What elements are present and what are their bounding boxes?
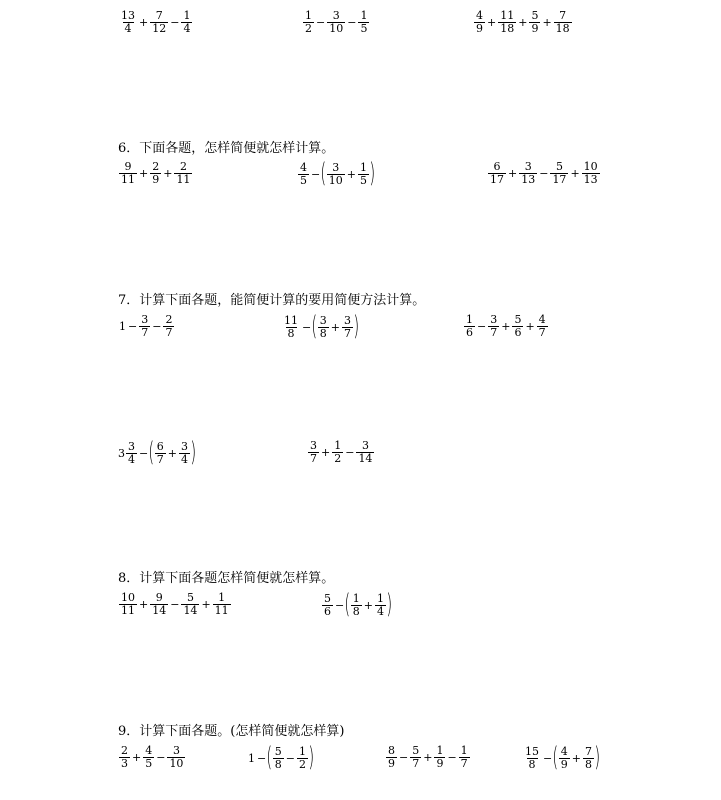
fraction (327, 10, 345, 34)
fraction (342, 315, 353, 339)
numerator: 1 (376, 592, 384, 606)
left-paren: ( (266, 742, 273, 773)
denominator: 2 (305, 21, 312, 35)
fraction (126, 441, 137, 465)
numerator: 8 (388, 744, 395, 757)
numerator: 11 (500, 9, 515, 22)
numerator: 7 (559, 9, 567, 22)
denominator: 5 (360, 21, 368, 35)
fraction (150, 10, 168, 34)
operator: − (285, 752, 295, 765)
operator: − (170, 597, 180, 611)
fraction (351, 593, 362, 617)
fraction (332, 440, 343, 464)
fraction (282, 315, 300, 339)
fraction (119, 745, 130, 769)
left-paren: ( (344, 589, 351, 620)
denominator: 9 (531, 21, 539, 35)
numerator: 9 (155, 591, 163, 604)
denominator: 7 (412, 756, 420, 770)
numerator: 2 (165, 313, 173, 326)
denominator: 6 (466, 325, 473, 339)
numerator: 15 (525, 745, 539, 759)
left-paren: ( (148, 437, 155, 468)
fraction (273, 746, 284, 770)
denominator: 17 (490, 172, 504, 186)
numerator: 3 (332, 9, 340, 22)
numerator: 10 (583, 160, 598, 173)
operator: − (477, 319, 487, 333)
fraction (554, 10, 572, 34)
expression-q7a (118, 314, 175, 338)
fraction (119, 592, 137, 616)
operator: − (311, 168, 321, 181)
fraction (488, 314, 499, 338)
denominator: 7 (310, 451, 317, 465)
fraction (167, 745, 185, 769)
operator: − (152, 319, 162, 333)
operator: − (347, 15, 357, 29)
operator: + (363, 599, 373, 612)
operator: − (139, 447, 149, 460)
numerator: 1 (183, 9, 191, 22)
operator: − (156, 750, 166, 764)
numerator: 9 (124, 160, 132, 173)
denominator: 5 (145, 756, 153, 770)
denominator: 7 (460, 756, 468, 770)
denominator: 6 (514, 325, 522, 339)
fraction (327, 162, 345, 186)
numerator: 7 (584, 745, 592, 759)
operator: + (570, 166, 580, 180)
operator: − (170, 15, 180, 29)
numerator: 1 (360, 9, 368, 22)
expression-q7e (307, 440, 375, 464)
fraction (139, 314, 150, 338)
numerator: 1 (359, 161, 367, 175)
operator: + (139, 15, 149, 29)
numerator: 5 (186, 591, 194, 604)
numerator: 6 (156, 440, 164, 454)
numerator: 5 (324, 592, 331, 606)
numerator: 10 (121, 591, 135, 604)
fraction (163, 314, 174, 338)
denominator: 11 (121, 603, 135, 617)
fraction (308, 440, 319, 464)
question-8-title: 8．计算下面各题怎样简便就怎样算。 (118, 571, 335, 586)
denominator: 13 (583, 172, 598, 186)
whole-number: 3 (118, 447, 125, 460)
numerator: 3 (128, 440, 135, 454)
fraction (174, 161, 192, 185)
denominator: 4 (183, 21, 191, 35)
fraction (358, 162, 369, 186)
denominator: 2 (334, 451, 342, 465)
fraction (498, 10, 516, 34)
numerator: 7 (155, 9, 163, 22)
denominator: 9 (476, 21, 483, 35)
expression-t1 (118, 10, 193, 34)
right-paren: ) (594, 742, 601, 773)
numerator: 1 (460, 744, 468, 757)
operator: − (399, 750, 409, 764)
operator: 1 (119, 319, 126, 333)
denominator: 9 (388, 756, 395, 770)
numerator: 1 (334, 439, 342, 452)
operator: − (345, 445, 355, 459)
denominator: 10 (329, 21, 344, 35)
fraction (550, 161, 568, 185)
fraction (519, 161, 537, 185)
denominator: 18 (555, 21, 570, 35)
fraction (119, 10, 137, 34)
operator: + (542, 15, 552, 29)
denominator: 8 (274, 758, 282, 771)
denominator: 7 (141, 325, 149, 339)
numerator: 1 (305, 9, 312, 22)
operator: − (302, 321, 312, 334)
denominator: 14 (183, 603, 198, 617)
fraction (297, 746, 308, 770)
fraction (512, 314, 523, 338)
numerator: 5 (412, 744, 420, 757)
fraction (356, 440, 374, 464)
fraction (303, 10, 314, 34)
numerator: 2 (179, 160, 187, 173)
fraction (583, 746, 594, 770)
operator: + (330, 321, 340, 334)
numerator: 4 (300, 161, 307, 175)
numerator: 5 (514, 313, 522, 326)
question-9-title: 9．计算下面各题。(怎样简便就怎样算) (118, 724, 345, 739)
denominator: 6 (324, 605, 331, 618)
question-6-title: 6．下面各题，怎样简便就怎样计算。 (118, 141, 335, 156)
numerator: 3 (310, 439, 317, 452)
right-paren: ) (386, 589, 393, 620)
denominator: 8 (584, 758, 592, 771)
expression-q9c (385, 745, 471, 769)
operator: + (139, 597, 149, 611)
denominator: 3 (121, 756, 128, 770)
denominator: 17 (552, 172, 567, 186)
fraction (179, 441, 190, 465)
operator: − (543, 752, 553, 765)
expression-q7b (281, 311, 360, 342)
denominator: 7 (156, 453, 164, 466)
numerator: 5 (274, 745, 282, 759)
fraction (474, 10, 485, 34)
expression-t2 (302, 10, 370, 34)
left-paren: ( (320, 158, 327, 189)
numerator: 3 (319, 314, 327, 328)
denominator: 4 (128, 453, 135, 466)
denominator: 7 (343, 327, 351, 340)
expression-q9b (247, 742, 315, 773)
operator: + (571, 752, 581, 765)
denominator: 9 (152, 172, 160, 186)
denominator: 9 (436, 756, 444, 770)
denominator: 7 (538, 325, 546, 339)
numerator: 1 (218, 591, 226, 604)
right-paren: ) (308, 742, 315, 773)
operator: − (257, 752, 267, 765)
numerator: 2 (121, 744, 128, 757)
operator: + (508, 166, 518, 180)
expression-q6b (297, 158, 376, 189)
expression-q8a (118, 592, 232, 616)
denominator: 10 (328, 174, 343, 187)
expression-t3 (473, 10, 573, 34)
fraction (459, 745, 470, 769)
denominator: 8 (352, 605, 360, 618)
numerator: 1 (466, 313, 473, 326)
right-paren: ) (369, 158, 376, 189)
denominator: 14 (152, 603, 167, 617)
fraction (155, 441, 166, 465)
operator: − (128, 319, 138, 333)
right-paren: ) (190, 437, 197, 468)
denominator: 8 (319, 327, 327, 340)
numerator: 5 (555, 160, 563, 173)
fraction (434, 745, 445, 769)
operator: − (447, 750, 457, 764)
denominator: 18 (500, 21, 515, 35)
denominator: 11 (176, 172, 191, 186)
expression-q9d (522, 742, 601, 773)
fraction (529, 10, 540, 34)
numerator: 1 (436, 744, 444, 757)
fraction (537, 314, 548, 338)
left-paren: ( (552, 742, 559, 773)
operator: − (316, 15, 326, 29)
fraction (559, 746, 570, 770)
fraction (150, 592, 168, 616)
operator: + (163, 166, 173, 180)
operator: + (518, 15, 528, 29)
numerator: 3 (180, 440, 188, 454)
fraction (318, 315, 329, 339)
denominator: 5 (359, 174, 367, 187)
right-paren: ) (353, 311, 360, 342)
operator: + (501, 319, 511, 333)
denominator: 13 (521, 172, 536, 186)
denominator: 11 (121, 172, 135, 186)
fraction (410, 745, 421, 769)
operator: + (487, 15, 497, 29)
numerator: 3 (332, 161, 340, 175)
numerator: 3 (524, 160, 532, 173)
fraction (213, 592, 231, 616)
fraction (386, 745, 397, 769)
numerator: 13 (121, 9, 135, 22)
operator: + (321, 445, 331, 459)
numerator: 3 (141, 313, 149, 326)
fraction (582, 161, 600, 185)
operator: − (335, 599, 345, 612)
fraction (358, 10, 369, 34)
expression-q7c (463, 314, 549, 338)
denominator: 9 (560, 758, 568, 771)
denominator: 5 (300, 174, 307, 187)
operator: + (525, 319, 535, 333)
numerator: 4 (560, 745, 568, 759)
denominator: 12 (152, 21, 167, 35)
denominator: 8 (528, 758, 536, 771)
fraction (523, 746, 541, 770)
numerator: 2 (152, 160, 160, 173)
fraction (298, 162, 309, 186)
denominator: 2 (298, 758, 306, 771)
numerator: 11 (284, 314, 298, 328)
numerator: 6 (493, 160, 501, 173)
numerator: 4 (538, 313, 546, 326)
numerator: 3 (361, 439, 369, 452)
denominator: 4 (376, 605, 384, 618)
operator: 1 (248, 752, 255, 765)
fraction (181, 10, 192, 34)
denominator: 7 (490, 325, 498, 339)
fraction (181, 592, 199, 616)
expression-q7d (118, 437, 197, 468)
operator: + (167, 447, 177, 460)
denominator: 10 (169, 756, 184, 770)
numerator: 3 (343, 314, 351, 328)
operator: − (539, 166, 549, 180)
fraction (464, 314, 475, 338)
expression-q6a (118, 161, 193, 185)
fraction (143, 745, 154, 769)
denominator: 11 (214, 603, 229, 617)
numerator: 1 (352, 592, 360, 606)
fraction (375, 593, 386, 617)
expression-q8b (321, 589, 393, 620)
numerator: 1 (298, 745, 306, 759)
denominator: 4 (124, 21, 132, 35)
numerator: 3 (490, 313, 498, 326)
expression-q9a (118, 745, 186, 769)
fraction (119, 161, 137, 185)
denominator: 14 (358, 451, 373, 465)
expression-q6c (487, 161, 601, 185)
fraction (150, 161, 161, 185)
operator: + (139, 166, 149, 180)
operator: + (346, 168, 356, 181)
denominator: 4 (180, 453, 188, 466)
denominator: 8 (287, 327, 295, 340)
numerator: 4 (476, 9, 483, 22)
question-7-title: 7．计算下面各题，能简便计算的要用简便方法计算。 (118, 293, 426, 308)
operator: + (201, 597, 211, 611)
operator: + (423, 750, 433, 764)
left-paren: ( (311, 311, 318, 342)
denominator: 7 (165, 325, 173, 339)
numerator: 3 (172, 744, 180, 757)
fraction (322, 593, 333, 617)
numerator: 4 (145, 744, 153, 757)
numerator: 5 (531, 9, 539, 22)
fraction (488, 161, 506, 185)
operator: + (132, 750, 142, 764)
